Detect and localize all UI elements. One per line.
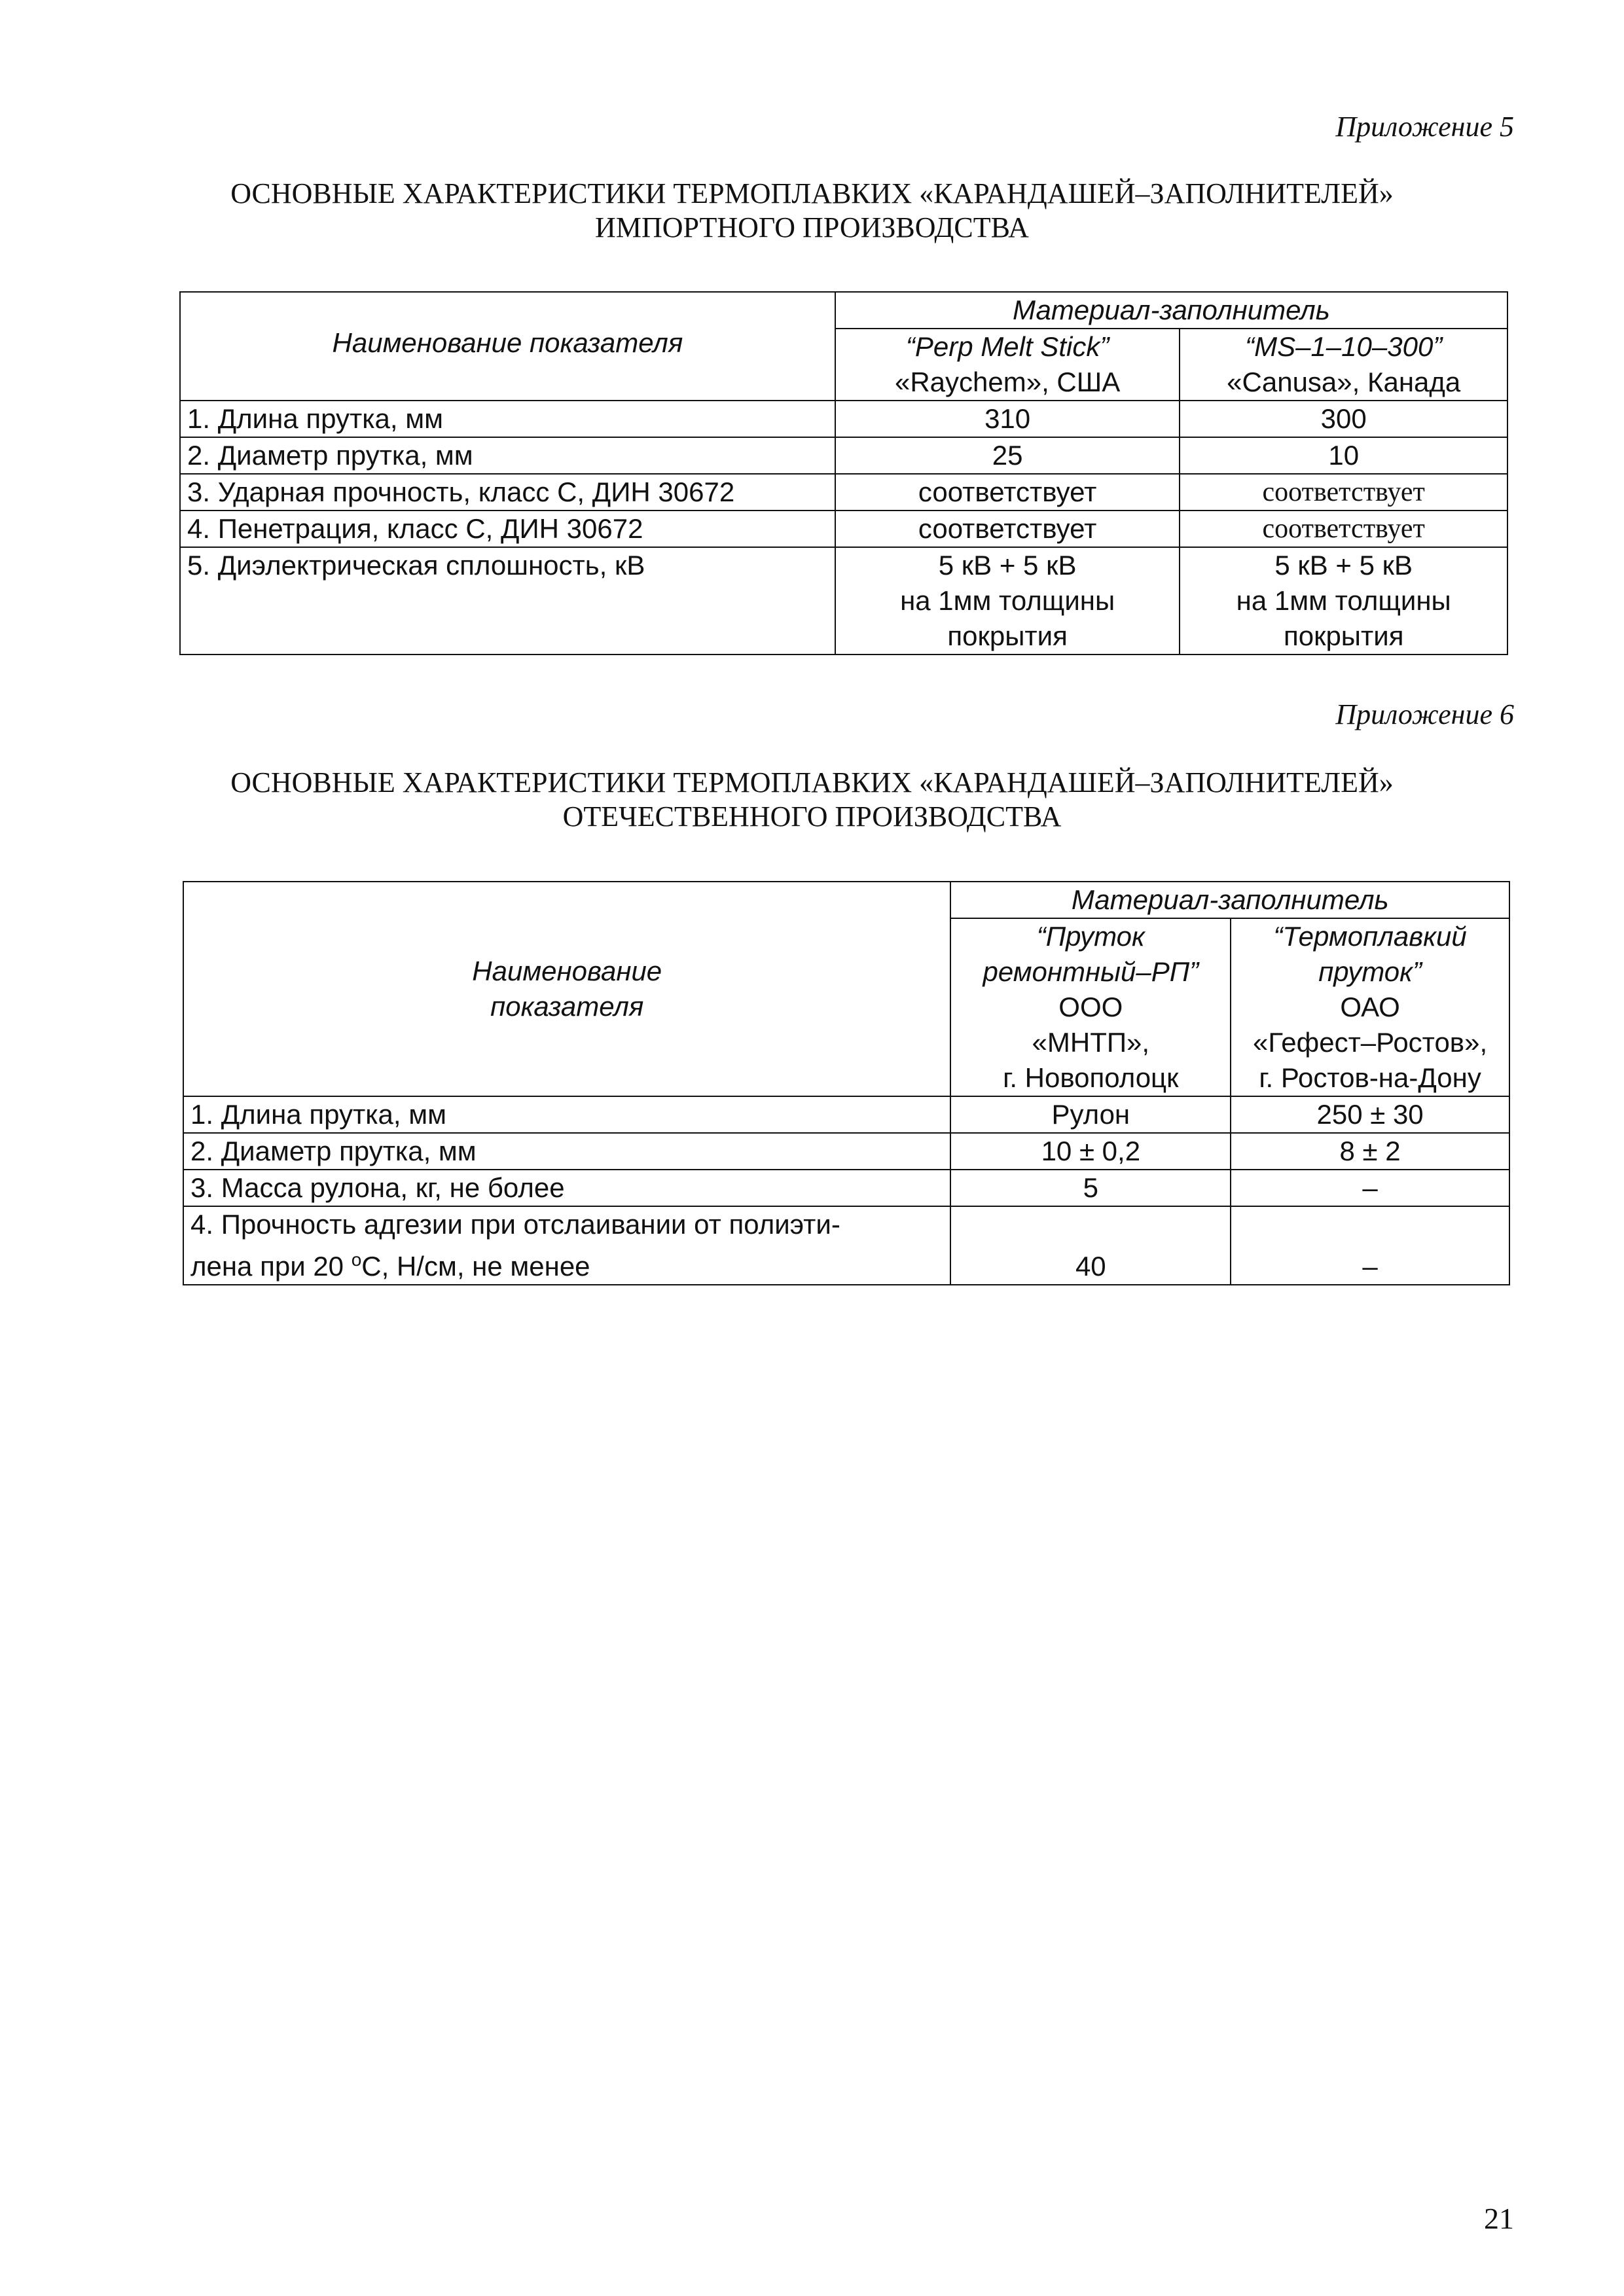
table5-row5-v2-line3: покрытия <box>1283 620 1404 651</box>
table6-row4-label <box>183 1206 950 1285</box>
table5-row1-v2: 300 <box>1180 401 1507 437</box>
table5-product-2-maker: «Canusa», Канада <box>1227 367 1461 397</box>
table-row <box>183 1096 1509 1133</box>
table-row <box>180 547 1507 655</box>
table6-row4-v2: – <box>1231 1206 1509 1285</box>
table5-row5-v2-line2: на 1мм толщины <box>1236 585 1451 616</box>
table6-row2-v1: 10 ± 0,2 <box>950 1133 1231 1170</box>
table5-row4-v1: соответствует <box>835 511 1180 547</box>
table5-row2-v1: 25 <box>835 437 1180 474</box>
appendix-5-title-line2: ИМПОРТНОГО ПРОИЗВОДСТВА <box>595 211 1029 243</box>
table5-product-1-maker: «Raychem», США <box>894 367 1121 397</box>
appendix-6-title-line2: ОТЕЧЕСТВЕННОГО ПРОИЗВОДСТВА <box>562 800 1062 833</box>
table6-row1-v2: 250 ± 30 <box>1231 1096 1509 1133</box>
table6-row2-label: 2. Диаметр прутка, мм <box>183 1133 950 1170</box>
table5-row5-v1-line3: покрытия <box>947 620 1068 651</box>
table6-product-1-line4: «МНТП», <box>1032 1027 1150 1058</box>
table5-row5-v1-line1: 5 кВ + 5 кВ <box>938 550 1077 581</box>
table6-header-name <box>183 882 950 1096</box>
table5-product-2-name: “MS–1–10–300” <box>1245 331 1443 362</box>
table6-row4-label-line1: 4. Прочность адгезии при отслаивании от полиэти- <box>190 1209 840 1240</box>
appendix-5-title-line1: ОСНОВНЫЕ ХАРАКТЕРИСТИКИ ТЕРМОПЛАВКИХ «КАРАНДАШЕЙ–ЗАПОЛНИТЕЛЕЙ» <box>230 177 1394 209</box>
appendix-5-label: Приложение 5 <box>1335 111 1514 143</box>
table6-row3-label: 3. Масса рулона, кг, не более <box>183 1170 950 1206</box>
table6-row4-label-line2 <box>190 1242 943 1284</box>
table6-header-material: Материал-заполнитель <box>950 882 1509 918</box>
table6-row3-v1: 5 <box>950 1170 1231 1206</box>
table-row <box>183 1206 1509 1285</box>
table6-row1-v1: Рулон <box>950 1096 1231 1133</box>
table6-row4-v1: 40 <box>950 1206 1231 1285</box>
page-number: 21 <box>1484 2202 1514 2235</box>
table5-product-2 <box>1180 329 1507 401</box>
table-row <box>183 1170 1509 1206</box>
table5-row3-v2: соответствует <box>1180 474 1507 511</box>
table5-product-1 <box>835 329 1180 401</box>
table6-product-1-line3: ООО <box>1058 992 1123 1022</box>
table5-header-material: Материал-заполнитель <box>835 292 1507 329</box>
degree-sup: о <box>351 1249 362 1270</box>
table5-header-name: Наименование показателя <box>180 292 835 401</box>
table5-row1-v1: 310 <box>835 401 1180 437</box>
table6-row1-label: 1. Длина прутка, мм <box>183 1096 950 1133</box>
table6-product-2-line1: “Термоплавкий <box>1273 921 1467 952</box>
table-row <box>180 437 1507 474</box>
table6-product-2 <box>1231 918 1509 1096</box>
table6-row4-label-line2-pre: лена при 20 <box>190 1251 352 1282</box>
table-row <box>180 511 1507 547</box>
table5-row5-v2 <box>1180 547 1507 655</box>
table6-product-2-line2: пруток” <box>1318 956 1422 987</box>
table5-row3-v1: соответствует <box>835 474 1180 511</box>
table6-product-1-line1: “Пруток <box>1036 921 1145 952</box>
table6-product-2-line5: г. Ростов-на-Дону <box>1259 1062 1481 1093</box>
table6-header-name-line1: Наименование <box>472 956 662 986</box>
table6-product-1 <box>950 918 1231 1096</box>
table6-product-1-line2: ремонтный–РП” <box>983 956 1199 987</box>
table5-row4-v2: соответствует <box>1180 511 1507 547</box>
table5-row5-v2-line1: 5 кВ + 5 кВ <box>1274 550 1413 581</box>
table-row <box>183 1133 1509 1170</box>
table5-row4-label: 4. Пенетрация, класс С, ДИН 30672 <box>180 511 835 547</box>
table5-row5-label: 5. Диэлектрическая сплошность, кВ <box>180 547 835 655</box>
table6-row4-label-line2-post: С, Н/см, не менее <box>361 1251 590 1282</box>
table6-product-1-line5: г. Новополоцк <box>1003 1062 1179 1093</box>
table6-header-name-line2: показателя <box>490 991 644 1022</box>
appendix-5-title <box>0 177 1624 245</box>
appendix-6-table <box>183 881 1510 1285</box>
table-row <box>180 401 1507 437</box>
appendix-6-title <box>0 766 1624 834</box>
table5-row2-v2: 10 <box>1180 437 1507 474</box>
table6-product-2-line3: ОАО <box>1340 992 1400 1022</box>
table6-row2-v2: 8 ± 2 <box>1231 1133 1509 1170</box>
appendix-6-title-line1: ОСНОВНЫЕ ХАРАКТЕРИСТИКИ ТЕРМОПЛАВКИХ «КАРАНДАШЕЙ–ЗАПОЛНИТЕЛЕЙ» <box>230 766 1394 798</box>
table5-row5-v1-line2: на 1мм толщины <box>900 585 1115 616</box>
appendix-6-label: Приложение 6 <box>1335 698 1514 730</box>
table5-row3-label: 3. Ударная прочность, класс С, ДИН 30672 <box>180 474 835 511</box>
table6-row3-v2: – <box>1231 1170 1509 1206</box>
table6-product-2-line4: «Гефест–Ростов», <box>1253 1027 1488 1058</box>
table5-row2-label: 2. Диаметр прутка, мм <box>180 437 835 474</box>
appendix-5-table <box>179 291 1508 655</box>
table5-product-1-name: “Perp Melt Stick” <box>905 331 1110 362</box>
table5-row1-label: 1. Длина прутка, мм <box>180 401 835 437</box>
table5-row5-v1 <box>835 547 1180 655</box>
table-row <box>180 474 1507 511</box>
